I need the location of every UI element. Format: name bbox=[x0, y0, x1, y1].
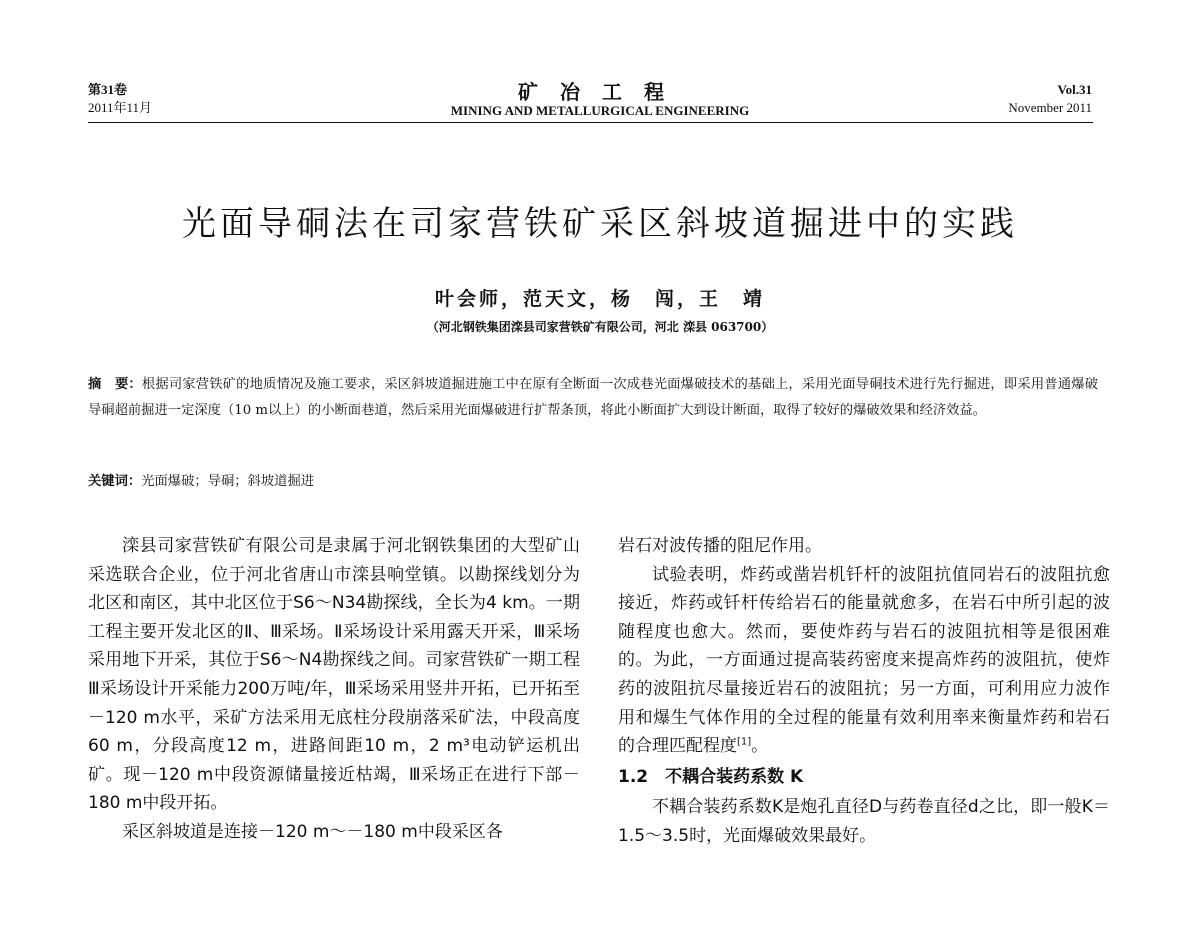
body-paragraph bbox=[618, 561, 1110, 761]
header-rule bbox=[88, 122, 1093, 123]
body-paragraph: 岩石对波传播的阻尼作用。 bbox=[618, 536, 822, 556]
volume-label: 第31卷 bbox=[88, 82, 128, 97]
keywords bbox=[88, 470, 314, 489]
section-heading: 1.2 不耦合装药系数 K bbox=[618, 766, 804, 787]
journal-title-en: MINING AND METALLURGICAL ENGINEERING bbox=[450, 103, 750, 118]
journal-title-cn: 矿冶工程 bbox=[518, 80, 686, 104]
author-affiliation: （河北钢铁集团滦县司家营铁矿有限公司，河北 滦县 063700） bbox=[426, 320, 774, 334]
body-left-column bbox=[88, 532, 580, 847]
issue-date-en: November 2011 bbox=[1008, 100, 1092, 115]
body-right-column bbox=[618, 532, 1110, 851]
paragraph-text: 试验表明，炸药或凿岩机钎杆的波阻抗值同岩石的波阻抗愈接近，炸药或钎杆传给岩石的能量就愈多，在岩石中所引起的波随程度也愈大。然而，要使炸药与岩石的波阻抗相等是很困难的。为此，一方面通过提高装药密度来提高炸药的波阻抗，使炸药的波阻抗尽量接近岩石的波阻抗；另一方面，可利用应力波作用和爆生气体作用的全过程的能量有效利用率来衡量炸药和岩石的合理匹配程度 bbox=[618, 564, 1110, 757]
keywords-label: 关键词： bbox=[88, 474, 142, 489]
body-paragraph: 滦县司家营铁矿有限公司是隶属于河北钢铁集团的大型矿山采选联合企业，位于河北省唐山市滦县响堂镇。以勘探线划分为北区和南区，其中北区位于S6～N34勘探线，全长为4 km。一期工程主要开发北区的Ⅱ、Ⅲ采场。Ⅱ采场设计采用露天开采，Ⅲ采场采用地下开采，其位于S6～N4勘探线之间。司家营铁矿一期工程Ⅲ采场设计开采能力200万吨/年，Ⅲ采场采用竖井开拓，已开拓至－120 m水平，采矿方法采用无底柱分段崩落采矿法，中段高度60 m，分段高度12 m，进路间距10 m，2 m³电动铲运机出矿。现－120 m中段资源储量接近枯竭，Ⅲ采场正在进行下部－180 m中段开拓。 bbox=[88, 536, 580, 814]
article-authors: 叶会师，范天文，杨 闯，王 靖 bbox=[434, 288, 765, 310]
abstract-text: 根据司家营铁矿的地质情况及施工要求，采区斜坡道掘进施工中在原有全断面一次成巷光面爆破技术的基础上，采用光面导硐技术进行先行掘进，即采用普通爆破导硐超前掘进一定深度（10 m以上）的小断面巷道，然后采用光面爆破进行扩帮条顶，将此小断面扩大到设计断面，取得了较好的爆破效果和经济效益。 bbox=[88, 377, 1099, 418]
citation-ref: [1] bbox=[737, 736, 752, 748]
keywords-text: 光面爆破；导硐；斜坡道掘进 bbox=[141, 474, 315, 489]
body-paragraph: 不耦合装药系数K是炮孔直径D与药卷直径d之比，即一般K＝1.5～3.5时，光面爆破效果最好。 bbox=[618, 797, 1110, 846]
abstract bbox=[88, 372, 1098, 424]
paragraph-end: 。 bbox=[751, 736, 769, 757]
issue-date-cn: 2011年11月 bbox=[88, 100, 153, 115]
article-title: 光面导硐法在司家营铁矿采区斜坡道掘进中的实践 bbox=[182, 204, 1018, 244]
volume-label-en: Vol.31 bbox=[1057, 82, 1092, 97]
abstract-label: 摘 要： bbox=[88, 377, 142, 392]
body-paragraph: 采区斜坡道是连接－120 m～－180 m中段采区各 bbox=[122, 821, 503, 842]
